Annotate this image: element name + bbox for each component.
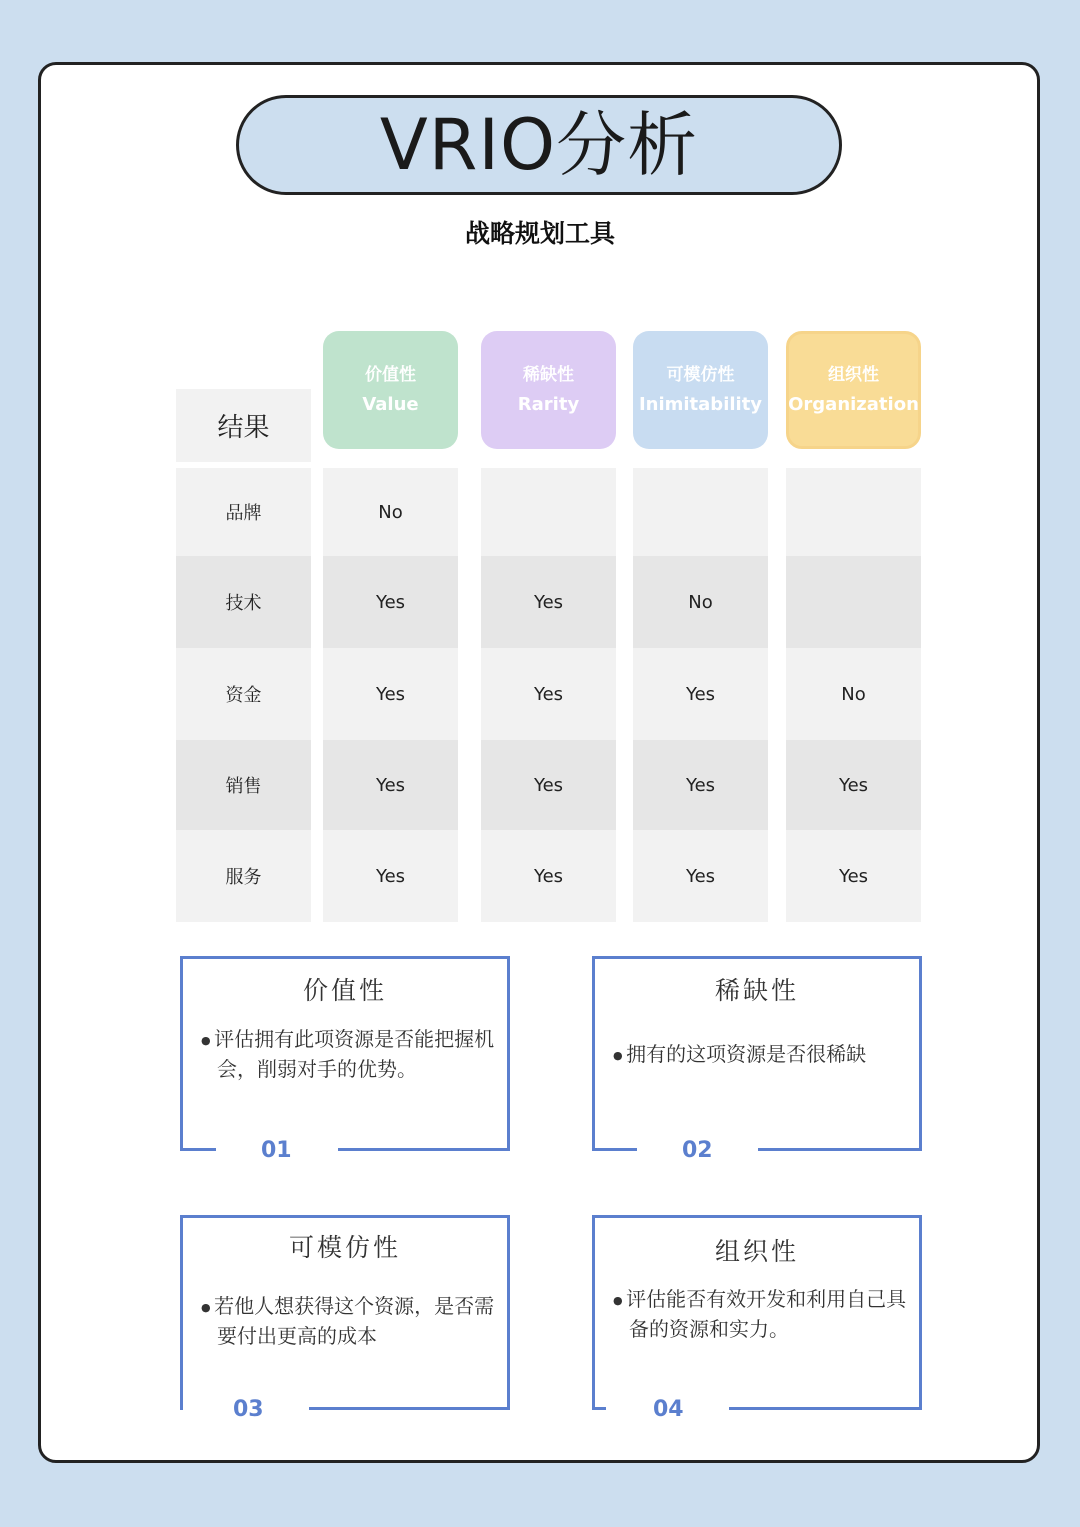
table-cell: Yes — [633, 740, 768, 830]
table-cell — [481, 468, 616, 556]
table-cell: Yes — [481, 740, 616, 830]
box-number: 04 — [653, 1397, 684, 1422]
box-text: ● 拥有的这项资源是否很稀缺 — [613, 1040, 909, 1070]
column-header-organization — [786, 331, 921, 449]
page-title: VRIO分析 — [379, 104, 699, 186]
title-banner — [236, 95, 842, 195]
box-number: 01 — [261, 1138, 292, 1163]
box-number: 03 — [233, 1397, 264, 1422]
table-cell — [633, 468, 768, 556]
row-label-technology: 技术 — [176, 556, 311, 648]
column-header-en: Value — [362, 394, 419, 415]
table-cell: Yes — [481, 648, 616, 740]
column-header-cn: 组织性 — [828, 365, 879, 385]
table-cell: No — [323, 468, 458, 556]
column-header-cn: 可模仿性 — [666, 365, 735, 385]
box-text: ● 评估能否有效开发和利用自己具备的资源和实力。 — [613, 1285, 909, 1344]
table-cell: Yes — [323, 830, 458, 922]
table-cell: Yes — [786, 740, 921, 830]
row-label-sales: 销售 — [176, 740, 311, 830]
column-header-inimitability — [633, 331, 768, 449]
box-heading: 价值性 — [302, 976, 387, 1005]
row-label-funds: 资金 — [176, 648, 311, 740]
box-text: ● 若他人想获得这个资源，是否需要付出更高的成本 — [201, 1292, 497, 1351]
table-cell: Yes — [323, 556, 458, 648]
column-header-cn: 价值性 — [365, 365, 416, 385]
table-cell: Yes — [481, 556, 616, 648]
row-label-service: 服务 — [176, 830, 311, 922]
column-header-cn: 稀缺性 — [523, 365, 574, 385]
table-cell — [786, 556, 921, 648]
box-bottom-line — [338, 1148, 510, 1151]
description-box-organization — [592, 1215, 922, 1422]
description-box-value — [180, 956, 510, 1163]
box-heading: 稀缺性 — [714, 976, 799, 1005]
column-header-rarity — [481, 331, 616, 449]
table-cell: No — [633, 556, 768, 648]
column-header-en: Inimitability — [638, 394, 763, 415]
page-subtitle: 战略规划工具 — [464, 219, 615, 248]
table-cell: No — [786, 648, 921, 740]
description-box-inimitability — [180, 1215, 510, 1422]
table-cell: Yes — [481, 830, 616, 922]
column-header-en: Rarity — [517, 394, 580, 415]
box-bottom-line — [592, 1407, 606, 1410]
table-cell: Yes — [633, 648, 768, 740]
box-bottom-line — [309, 1407, 510, 1410]
box-bottom-line — [592, 1148, 637, 1151]
box-bottom-line — [758, 1148, 922, 1151]
box-heading: 组织性 — [714, 1237, 799, 1266]
box-heading: 可模仿性 — [288, 1233, 401, 1262]
box-bottom-line — [180, 1148, 216, 1151]
description-box-rarity — [592, 956, 922, 1163]
table-cell: Yes — [786, 830, 921, 922]
box-bottom-line — [729, 1407, 922, 1410]
table-cell: Yes — [323, 740, 458, 830]
column-header-value — [323, 331, 458, 449]
box-text: ● 评估拥有此项资源是否能把握机会，削弱对手的优势。 — [201, 1025, 497, 1084]
row-label-brand: 品牌 — [176, 468, 311, 556]
table-cell — [786, 468, 921, 556]
box-number: 02 — [682, 1138, 713, 1163]
table-cell: Yes — [633, 830, 768, 922]
table-cell: Yes — [323, 648, 458, 740]
result-header: 结果 — [176, 389, 311, 462]
column-header-en: Organization — [788, 394, 919, 415]
